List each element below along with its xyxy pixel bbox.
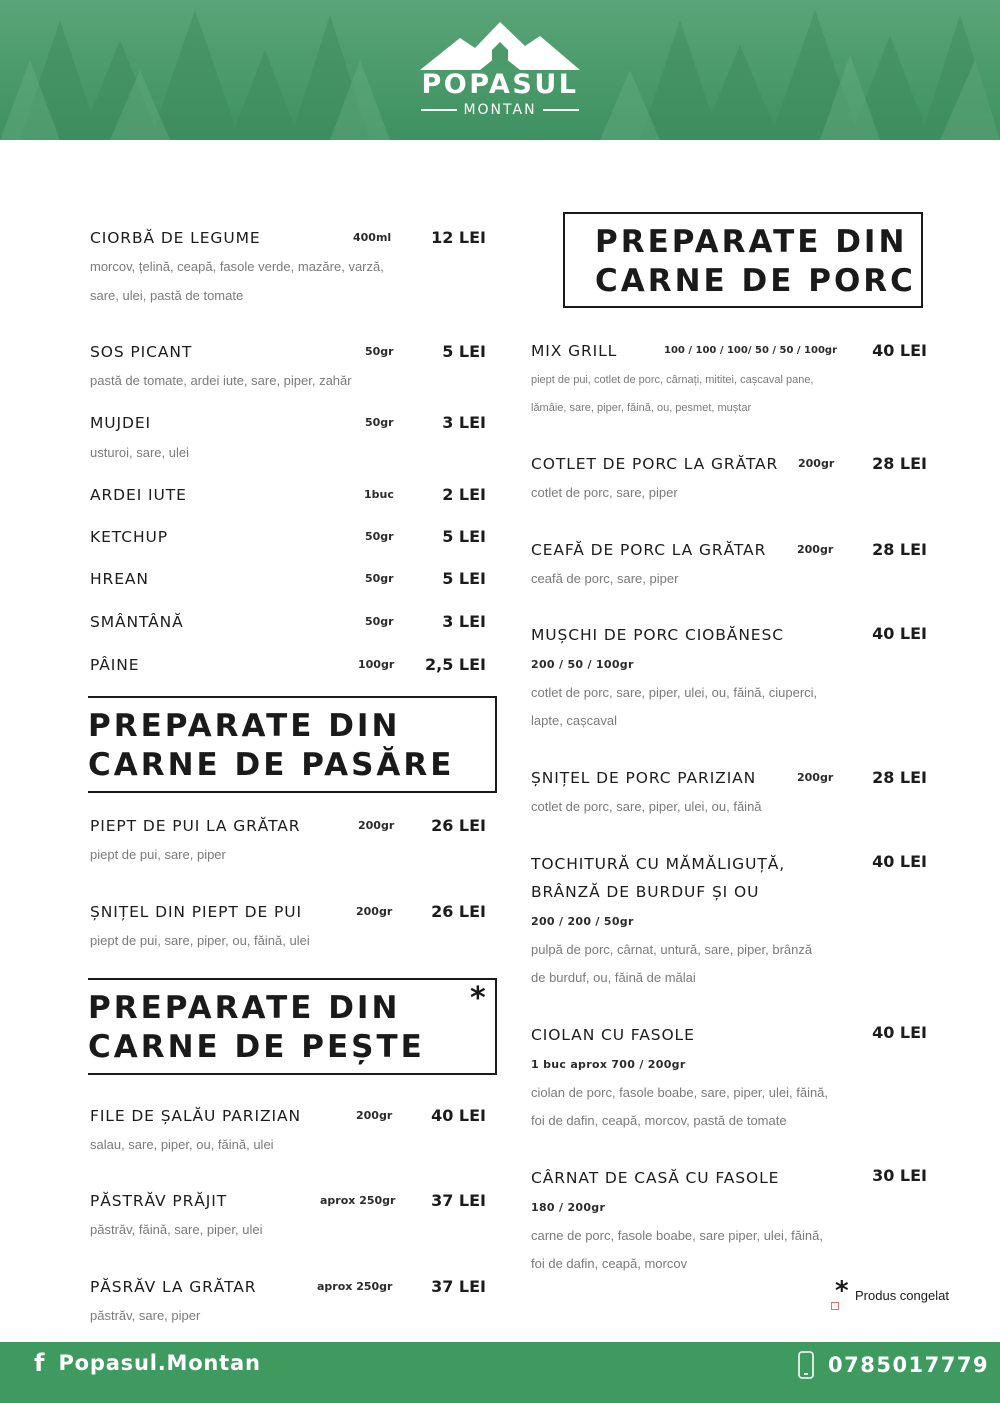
item-qty: 100 / 100 / 100/ 50 / 50 / 100gr	[664, 345, 838, 356]
item-qty: 200gr	[358, 819, 395, 832]
logo-subtitle: MONTAN	[463, 102, 537, 118]
note-text: Produs congelat	[855, 1288, 949, 1303]
item-name: CIOLAN CU FASOLE	[531, 1026, 695, 1044]
phone-icon	[798, 1351, 814, 1379]
section-title-line1: PREPARATE DIN	[88, 990, 401, 1026]
item-desc: carne de porc, fasole boabe, sare piper, ulei, făină,	[531, 1228, 823, 1243]
section-title-line2: CARNE DE PASĂRE	[88, 747, 455, 783]
item-desc: piept de pui, cotlet de porc, cârnați, mititei, cașcaval pane,	[531, 374, 814, 386]
item-name: COTLET DE PORC LA GRĂTAR	[531, 455, 779, 473]
item-qty: 200gr	[797, 543, 834, 556]
item-price: 37 LEI	[431, 1191, 486, 1210]
item-desc: morcov, țelină, ceapă, fasole verde, mazăre, varză,	[90, 259, 384, 274]
mountain-logo-icon	[420, 18, 580, 70]
item-name: PÂINE	[90, 656, 140, 674]
item-qty: 1buc	[364, 488, 394, 501]
item-price: 40 LEI	[872, 624, 927, 643]
section-title-line2: CARNE DE PORC	[595, 263, 916, 299]
item-desc: cotlet de porc, sare, piper	[531, 485, 678, 500]
logo-name: POPASUL	[421, 69, 579, 100]
item-qty: 200gr	[798, 457, 835, 470]
item-name-line2: BRÂNZĂ DE BURDUF ȘI OU	[531, 883, 760, 901]
item-price: 40 LEI	[431, 1106, 486, 1125]
frozen-product-note	[835, 1278, 975, 1314]
item-price: 2 LEI	[442, 485, 486, 504]
section-title-line1: PREPARATE DIN	[88, 708, 401, 744]
item-qty: aprox 250gr	[317, 1280, 393, 1293]
facebook-icon: f	[34, 1349, 45, 1377]
item-name: KETCHUP	[90, 528, 168, 546]
logo	[400, 18, 600, 130]
item-desc: păstrăv, sare, piper	[90, 1308, 201, 1323]
item-price: 40 LEI	[872, 1023, 927, 1042]
item-qty: 50gr	[365, 615, 394, 628]
item-qty: 50gr	[365, 345, 394, 358]
item-name: SMÂNTÂNĂ	[90, 613, 184, 631]
item-desc: de burduf, ou, făină de mălai	[531, 970, 696, 985]
item-name: CIORBĂ DE LEGUME	[90, 229, 261, 247]
item-desc: salau, sare, piper, ou, făină, ulei	[90, 1137, 274, 1152]
item-qty: 50gr	[365, 416, 394, 429]
item-qty: 1 buc aprox 700 / 200gr	[531, 1058, 686, 1071]
logo-line-right	[543, 109, 579, 111]
item-qty: 200gr	[356, 1109, 393, 1122]
item-qty: 50gr	[365, 530, 394, 543]
item-qty: 200 / 50 / 100gr	[531, 658, 634, 671]
section-title-line2: CARNE DE PEȘTE	[88, 1029, 425, 1065]
item-price: 3 LEI	[442, 413, 486, 432]
item-name: SOS PICANT	[90, 343, 193, 361]
item-desc: usturoi, sare, ulei	[90, 445, 189, 460]
item-price: 28 LEI	[872, 540, 927, 559]
item-desc: piept de pui, sare, piper	[90, 847, 226, 862]
item-name: ARDEI IUTE	[90, 486, 187, 504]
item-name: HREAN	[90, 570, 149, 588]
item-desc: sare, ulei, pastă de tomate	[90, 288, 244, 303]
item-name: ȘNIȚEL DE PORC PARIZIAN	[531, 769, 757, 787]
item-name: MUȘCHI DE PORC CIOBĂNESC	[531, 626, 784, 644]
item-price: 5 LEI	[442, 342, 486, 361]
item-name: FILE DE ȘALĂU PARIZIAN	[90, 1107, 301, 1125]
item-price: 28 LEI	[872, 768, 927, 787]
phone-number: 0785017779	[828, 1353, 990, 1377]
facebook-link[interactable]	[34, 1347, 261, 1379]
item-name: PĂSRĂV LA GRĂTAR	[90, 1278, 257, 1296]
item-desc: foi de dafin, ceapă, morcov	[531, 1256, 688, 1271]
item-name: CEAFĂ DE PORC LA GRĂTAR	[531, 541, 767, 559]
item-name: ȘNIȚEL DIN PIEPT DE PUI	[90, 903, 302, 921]
item-desc: pastă de tomate, ardei iute, sare, piper, zahăr	[90, 373, 352, 388]
item-price: 5 LEI	[442, 569, 486, 588]
item-qty: 200gr	[797, 771, 834, 784]
facebook-handle: Popasul.Montan	[58, 1351, 261, 1375]
item-price: 30 LEI	[872, 1166, 927, 1185]
item-desc: lapte, cașcaval	[531, 713, 617, 728]
item-price: 40 LEI	[872, 852, 927, 871]
item-price: 3 LEI	[442, 612, 486, 631]
item-desc: pulpă de porc, cârnat, untură, sare, piper, brânză	[531, 942, 813, 957]
item-qty: 50gr	[365, 572, 394, 585]
item-name: PIEPT DE PUI LA GRĂTAR	[90, 817, 301, 835]
item-price: 37 LEI	[431, 1277, 486, 1296]
item-price: 28 LEI	[872, 454, 927, 473]
item-desc: cotlet de porc, sare, piper, ulei, ou, făină, ciuperci,	[531, 685, 818, 700]
item-qty: 180 / 200gr	[531, 1201, 606, 1214]
item-desc: foi de dafin, ceapă, morcov, pastă de tomate	[531, 1113, 787, 1128]
item-name: TOCHITURĂ CU MĂMĂLIGUȚĂ,	[531, 855, 786, 873]
item-desc: ciolan de porc, fasole boabe, sare, piper, ulei, făină,	[531, 1085, 829, 1100]
item-price: 2,5 LEI	[425, 655, 486, 674]
frozen-mark-icon: *	[470, 981, 486, 1016]
logo-subtitle-row	[400, 102, 600, 118]
asterisk-icon: *	[835, 1276, 849, 1306]
small-marker-icon	[831, 1302, 839, 1310]
item-price: 5 LEI	[442, 527, 486, 546]
item-qty: 200 / 200 / 50gr	[531, 915, 634, 928]
item-desc: lămâie, sare, piper, făină, ou, pesmet, muștar	[531, 402, 752, 414]
item-price: 12 LEI	[431, 228, 486, 247]
phone-contact[interactable]	[798, 1349, 989, 1381]
item-price: 26 LEI	[431, 816, 486, 835]
item-name: MUJDEI	[90, 414, 151, 432]
item-qty: aprox 250gr	[320, 1194, 396, 1207]
item-qty: 200gr	[356, 905, 393, 918]
item-desc: cotlet de porc, sare, piper, ulei, ou, făină	[531, 799, 762, 814]
item-qty: 400ml	[353, 231, 392, 244]
item-name: PĂSTRĂV PRĂJIT	[90, 1192, 228, 1210]
item-desc: păstrăv, făină, sare, piper, ulei	[90, 1222, 263, 1237]
item-price: 26 LEI	[431, 902, 486, 921]
item-name: CÂRNAT DE CASĂ CU FASOLE	[531, 1169, 780, 1187]
logo-line-left	[421, 109, 457, 111]
item-price: 40 LEI	[872, 341, 927, 360]
item-desc: ceafă de porc, sare, piper	[531, 571, 679, 586]
section-title-line1: PREPARATE DIN	[595, 224, 908, 260]
item-name: MIX GRILL	[531, 342, 618, 360]
item-desc: piept de pui, sare, piper, ou, făină, ulei	[90, 933, 310, 948]
header-banner	[0, 0, 1000, 140]
item-qty: 100gr	[358, 658, 395, 671]
